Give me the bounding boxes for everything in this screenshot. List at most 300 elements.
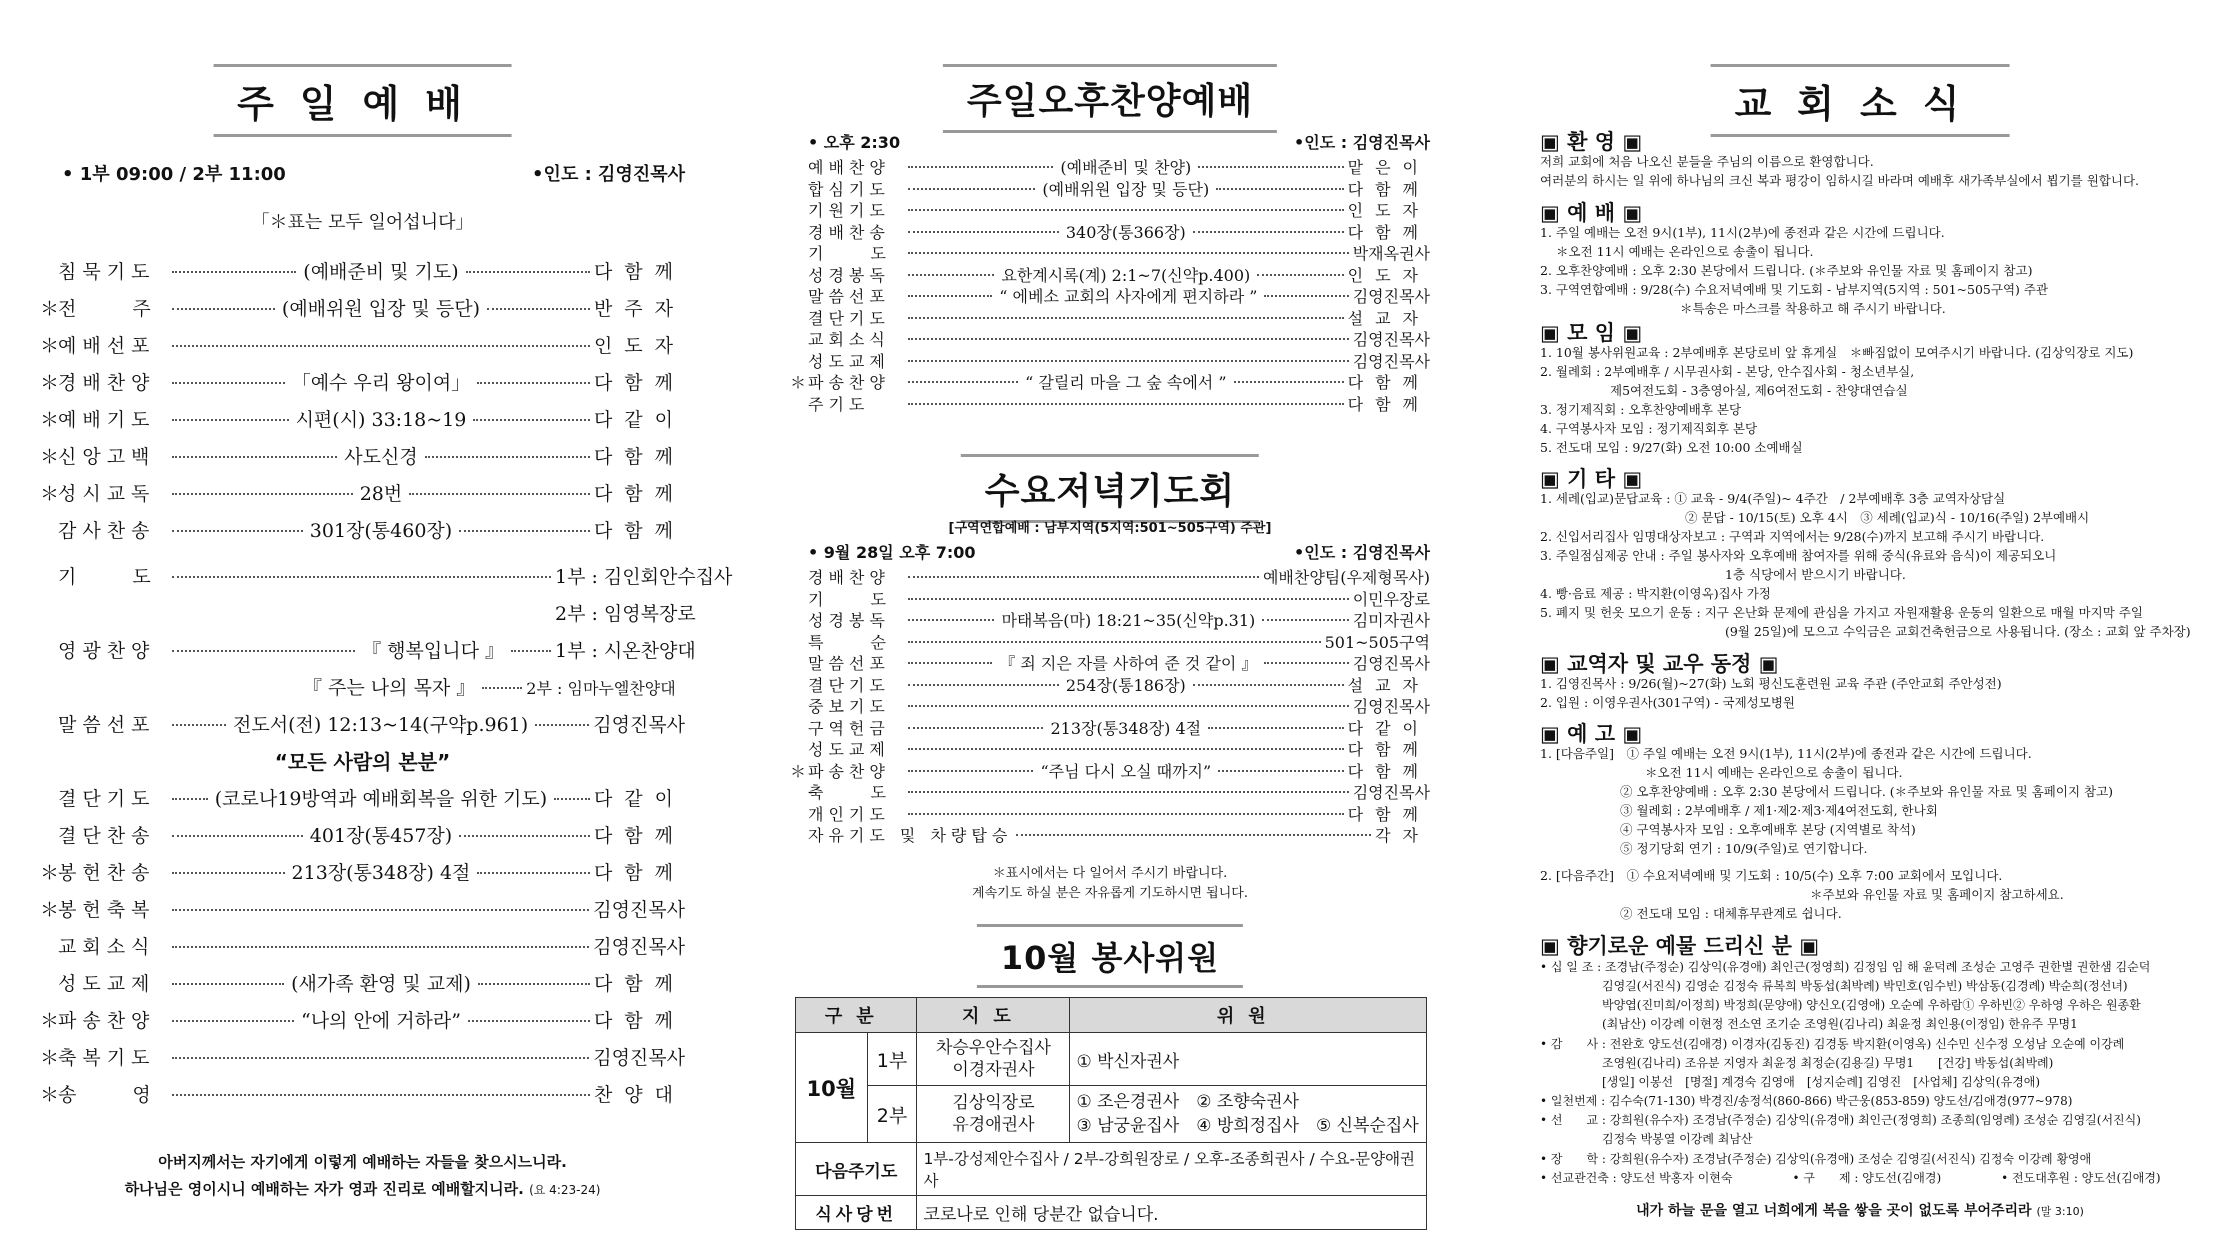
offerings-line-3: 박양엽(진미희/이정희) 박정희(문양애) 양신오(김영애) 오순예 우하람① 우하빈② 우하영 우하은 원종환	[1602, 998, 2141, 1012]
row-dots	[1216, 188, 1343, 190]
wednesday-note-1: ＊표시에서는 다 일어서 주시기 바랍니다.	[992, 866, 1228, 881]
row-dots	[1193, 684, 1344, 686]
etc-line-1: 1. 세례(입교)문답교육 : ① 교육 - 9/4(주일)~ 4주간 / 2부예배후 3층 교역자상담실	[1540, 491, 2006, 506]
row-dots	[554, 798, 590, 800]
row-person: 반주자	[593, 298, 686, 320]
row-prayer	[40, 562, 733, 589]
row-label: 구역헌금	[808, 718, 890, 738]
col-header-division: 구분	[796, 998, 917, 1033]
offerings-line-11: • 장 학 : 강희원(유수자) 조경남(주정순) 김상익(유경애) 조성순 김영길(서진식) 김정숙 이강례 황영애	[1540, 1152, 2092, 1166]
wednesday-subtitle: [구역연합예배 : 남부지역(5지역:501~505구역) 주관]	[948, 521, 1272, 536]
service-row	[40, 516, 685, 543]
row-content: (예배위원 입장 및 등단)	[281, 298, 481, 320]
worship-line-5: ＊특송은 마스크를 착용하고 해 주시기 바랍니다.	[1680, 301, 1946, 316]
row-person: 다같이	[593, 788, 685, 810]
row-label: 자유기도 및 차량탑승	[808, 826, 1013, 845]
row-praise-2	[40, 673, 685, 700]
row-person: 다함께	[1347, 804, 1430, 824]
notice-line-1: 1. [다음주일] ① 주일 예배는 오전 9시(1부), 11시(2부)에 종전과 같은 시간에 드립니다.	[1540, 746, 2032, 761]
offerings-line-10: 김정숙 박봉열 이강례 최남산	[1602, 1132, 1753, 1146]
row-person: 김영진목사	[1352, 287, 1430, 306]
row-dots	[908, 403, 1344, 405]
row-star: ＊	[40, 446, 60, 468]
row-label: 중보기도	[808, 697, 890, 716]
footer-verse	[1540, 1200, 2180, 1220]
row-dots	[172, 798, 208, 800]
service-row	[790, 284, 1430, 307]
notice-line-2: ＊오전 11시 예배는 온라인으로 송출이 됩니다.	[1645, 765, 1903, 780]
row-dots	[908, 231, 1059, 233]
section-notice: ▣ 예 고 ▣	[1540, 722, 1643, 746]
row-label: 성도교제	[808, 740, 890, 759]
prayer-1: 1부 : 김인회안수집사	[555, 566, 733, 588]
next-prayer-label: 다음주기도	[796, 1143, 917, 1196]
row-dots	[477, 382, 590, 384]
service-row	[40, 1080, 685, 1107]
row-dots	[172, 872, 285, 874]
worship-line-1: 1. 주일 예배는 오전 9시(1부), 11시(2부)에 종전과 같은 시간에 드립니다.	[1540, 225, 1945, 240]
afternoon-leader: •인도 : 김영진목사	[1294, 133, 1430, 152]
sunday-worship-title: 주일예배	[213, 64, 512, 137]
row-person: 찬양대	[593, 1084, 685, 1106]
offerings-line-6: 조영원(김나리) 조유분 지영자 최윤정 최정순(김용길) 무명1 [건강] 박동섭(최박례)	[1602, 1056, 2054, 1070]
row-person: 김영진목사	[593, 936, 685, 958]
meetings-line-6: 5. 전도대 모임 : 9/27(화) 오전 10:00 소예배실	[1540, 440, 1803, 455]
service-row	[40, 1006, 685, 1033]
service-row	[790, 737, 1430, 760]
verse-text-2: 하나님은 영이시니 예배하는 자가 영과 진리로 예배할지니라.	[124, 1180, 524, 1198]
row-label: 침묵기도	[58, 261, 156, 283]
service-row	[40, 331, 685, 358]
worship-line-2: ＊오전 11시 예배는 온라인으로 송출이 됩니다.	[1556, 244, 1814, 259]
notice-line-8: ＊주보와 유인물 자료 및 홈페이지 참고하세요.	[1810, 887, 2064, 902]
row-label: 경배찬양	[808, 568, 890, 587]
staff-line-2: 2. 입원 : 이영우권사(301구역) - 국제성모병원	[1540, 695, 1795, 710]
row-dots	[908, 274, 994, 276]
row-dots	[1193, 231, 1344, 233]
etc-line-8: (9월 25일)에 모으고 수익금은 교회건축헌금으로 사용됩니다. (장소 : 교회 앞 주차장)	[1725, 624, 2191, 639]
row-dots	[908, 209, 1344, 211]
row-content: 213장(통348장) 4절	[1050, 718, 1202, 738]
row-star: ＊	[40, 409, 60, 431]
row-label: 파송찬양	[808, 373, 890, 392]
praise-2-choir: 2부 : 임마누엘찬양대	[526, 679, 676, 698]
row-person: 설교자	[1347, 675, 1430, 695]
service-row	[40, 479, 685, 506]
row-dots	[908, 317, 1344, 319]
row-dots	[908, 791, 1349, 793]
section-offerings: ▣ 향기로운 예물 드리신 분 ▣	[1540, 934, 1820, 958]
row-prayer-2	[40, 599, 696, 626]
service-row	[790, 220, 1430, 243]
etc-line-7: 5. 폐지 및 헌옷 모으기 운동 : 지구 온난화 문제에 관심을 가지고 자원재활용 운동의 일환으로 매월 마지막 주일	[1540, 605, 2143, 620]
row-content: 301장(통460장)	[309, 520, 453, 542]
row-dots	[487, 308, 590, 310]
row-label: 파송찬양	[808, 761, 890, 781]
table-header-row	[796, 998, 1427, 1033]
service-row	[790, 177, 1430, 200]
table-row	[796, 1086, 1427, 1143]
row-dots	[466, 271, 590, 273]
table-row	[796, 1033, 1427, 1086]
row-label: 축복기도	[58, 1047, 156, 1069]
row-content: 마태복음(마) 18:21~35(신약p.31)	[1001, 611, 1256, 630]
row-person: 박재옥권사	[1352, 244, 1430, 263]
row-person: 김영진목사	[1352, 697, 1430, 716]
row-person: 다함께	[593, 825, 686, 847]
row-dots	[172, 530, 303, 532]
row-dots	[409, 493, 590, 495]
worship-line-4: 3. 구역연합예배 : 9/28(수) 수요저녁예배 및 기도회 - 남부지역(5지역 : 501~505구역) 주관	[1540, 282, 2049, 297]
etc-line-6: 4. 빵·음료 제공 : 박지환(이영옥)집사 가정	[1540, 586, 1771, 601]
service-row	[790, 673, 1430, 696]
row-label: 축 도	[808, 783, 891, 802]
row-person: 김영진목사	[1352, 654, 1431, 673]
row-person: 이민우장로	[1352, 589, 1430, 609]
praise-1-title: 『 행복입니다 』	[362, 640, 504, 662]
row-dots	[908, 770, 1033, 772]
section-welcome: ▣ 환 영 ▣	[1540, 130, 1643, 154]
row-content: 「예수 우리 왕이여」	[291, 372, 471, 394]
row-label: 봉헌찬송	[58, 862, 156, 884]
row-person: 김영진목사	[1352, 351, 1430, 371]
row-person: 다함께	[593, 973, 685, 995]
service-row	[790, 780, 1430, 803]
table-row	[796, 1143, 1427, 1196]
offerings-line-1: • 십 일 조 : 조경남(주정순) 김상익(유경애) 최인근(정영희) 김정임 임 해 윤덕례 조성순 고영주 권한별 권한샘 김순덕	[1540, 960, 2151, 974]
row-dots	[172, 382, 285, 384]
row-dots	[172, 1057, 589, 1059]
service-row	[790, 349, 1430, 372]
standing-note: 「＊표는 모두 일어섭니다」	[251, 212, 474, 233]
service-row	[790, 716, 1430, 739]
row-label: 결단기도	[58, 788, 156, 810]
service-row	[790, 263, 1430, 286]
footer-verse-text: 내가 하늘 문을 열고 너희에게 복을 쌓을 곳이 없도록 부어주리라	[1636, 1203, 2032, 1219]
row-dots	[908, 576, 1259, 578]
row-dots	[459, 835, 590, 837]
row-content: (예배준비 및 기도)	[303, 261, 459, 283]
row-content: 시편(시) 33:18~19	[295, 409, 467, 431]
row-label: 기 도	[58, 566, 157, 588]
col-header-leader: 지도	[917, 998, 1070, 1033]
row-dots	[172, 724, 226, 726]
notice-line-7: 2. [다음주간] ① 수요저녁예배 및 기도회 : 10/5(수) 오후 7:00 교회에서 모입니다.	[1540, 868, 2003, 883]
row-person: 김영진목사	[593, 899, 685, 921]
row-dots	[172, 493, 353, 495]
row-label: 말씀선포	[808, 287, 890, 306]
row-label: 예배기도	[58, 409, 156, 431]
row-dots	[511, 650, 551, 652]
offerings-line-7: [생일] 이봉선 [명절] 계경숙 김영애 [성지순례] 김영진 [사업체] 김상익(유경애)	[1602, 1075, 2041, 1089]
row-label: 기 도	[808, 244, 891, 263]
row-label: 교회소식	[58, 936, 156, 958]
row-content: 요한계시록(계) 2:1~7(신약p.400)	[1001, 265, 1251, 285]
service-row	[40, 257, 685, 284]
offerings-line-5: • 감 사 : 전완호 양도선(김애경) 이경자(김동진) 김경동 박지환(이영옥) 신수민 신수정 오성남 오순예 이강례	[1540, 1037, 2125, 1051]
month-cell: 10월	[796, 1033, 868, 1143]
row-label: 기원기도	[808, 201, 890, 220]
notice-line-5: ④ 구역봉사자 모임 : 오후예배후 본당 (지역별로 착석)	[1620, 822, 1916, 837]
meetings-line-3: 제5여전도회 - 3층영아실, 제6여전도회 - 찬양대연습실	[1610, 383, 1908, 398]
row-star: ＊	[40, 1084, 60, 1106]
row-star: ＊	[40, 862, 60, 884]
row-person: 다함께	[593, 483, 685, 505]
row-dots	[1198, 166, 1343, 168]
row-star: ＊	[40, 899, 60, 921]
next-prayer-value: 1부-강성제안수집사 / 2부-강희원장로 / 오후-조종희권사 / 수요-문양애권사	[917, 1143, 1427, 1196]
praise-2-title: 『 주는 나의 목자 』	[303, 677, 476, 699]
row-dots	[1208, 727, 1343, 729]
row-person: 김영진목사	[1352, 783, 1430, 802]
row-content: (코로나19방역과 예배회복을 위한 기도)	[214, 788, 548, 810]
row-dots	[172, 835, 303, 837]
row-content: 28번	[359, 483, 403, 505]
leader-cell: 김상익장로 유경애권사	[917, 1086, 1070, 1143]
row-dots	[908, 252, 1349, 254]
service-row	[790, 630, 1430, 653]
service-row	[40, 858, 685, 885]
meal-value: 코로나로 인해 당분간 없습니다.	[917, 1196, 1427, 1230]
service-row	[790, 565, 1430, 588]
row-dots	[1262, 619, 1348, 621]
row-dots	[908, 727, 1043, 729]
row-person: 인도자	[593, 335, 685, 357]
offerings-line-9: • 선 교 : 강희원(유수자) 조경남(주정순) 김상익(유경애) 최인근(정영희) 조종희(임영례) 조성순 김영길(서진식)	[1540, 1113, 2141, 1127]
row-label: 말씀선포	[58, 714, 156, 736]
wednesday-leader: •인도 : 김영진목사	[1294, 543, 1430, 562]
praise-1-choir: 1부 : 시온찬양대	[555, 640, 696, 662]
row-dots	[908, 598, 1349, 600]
row-label: 예배찬양	[808, 158, 890, 177]
row-content: (예배위원 입장 및 등단)	[1042, 179, 1210, 199]
sermon-preacher: 김영진목사	[593, 714, 686, 736]
row-person: 예배찬양팀(우제형목사)	[1262, 568, 1430, 587]
service-row	[790, 155, 1430, 178]
row-dots	[478, 983, 590, 985]
row-star: ＊	[40, 298, 60, 320]
row-star: ＊	[40, 1010, 60, 1032]
service-row	[790, 759, 1430, 782]
row-person: 김영진목사	[593, 1047, 685, 1069]
service-leader: •인도 : 김영진목사	[532, 164, 685, 185]
notice-line-6: ⑤ 정기당회 연기 : 10/9(주일)로 연기합니다.	[1620, 841, 1868, 856]
row-dots	[908, 360, 1349, 362]
afternoon-worship-title: 주일오후찬양예배	[943, 64, 1277, 133]
row-label: 결단기도	[808, 308, 890, 328]
staff-line-1: 1. 김영진목사 : 9/26(월)~27(화) 노회 평신도훈련원 교육 주관 (주안교회 주안성전)	[1540, 676, 2002, 691]
row-label: 성도교제	[58, 973, 156, 995]
row-dots	[172, 983, 284, 985]
row-dots	[908, 813, 1344, 815]
row-content: 401장(통457장)	[309, 825, 453, 847]
row-content: “ 에베소 교회의 사자에게 편지하라 ”	[999, 287, 1258, 306]
row-praise	[40, 636, 696, 663]
row-dots	[908, 381, 1018, 383]
service-row	[790, 392, 1430, 415]
notice-line-9: ② 전도대 모임 : 대체휴무관계로 쉽니다.	[1620, 906, 1842, 921]
row-dots	[535, 724, 589, 726]
service-row	[790, 651, 1430, 674]
row-dots	[172, 345, 590, 347]
row-label: 송 영	[58, 1084, 157, 1106]
row-star: ＊	[40, 372, 60, 394]
meal-label: 식사당번	[796, 1196, 917, 1230]
row-dots	[1264, 295, 1348, 297]
afternoon-time: • 오후 2:30	[808, 133, 901, 152]
row-label: 합심기도	[808, 179, 890, 199]
row-label: 성시교독	[58, 483, 156, 505]
service-row	[40, 821, 685, 848]
row-dots	[908, 295, 992, 297]
row-dots	[908, 619, 994, 621]
row-dots	[482, 687, 522, 689]
row-dots	[172, 650, 355, 652]
row-content: 340장(통366장)	[1065, 222, 1186, 242]
offerings-line-12: • 선교관건축 : 양도선 박홍자 이현숙 • 구 제 : 양도선(김애경) • 전도대후원 : 양도선(김애경)	[1540, 1171, 2161, 1185]
row-content: “ 갈릴리 마을 그 숲 속에서 ”	[1025, 373, 1227, 392]
row-dots	[908, 662, 992, 664]
row-person: 인도자	[1347, 201, 1430, 220]
meetings-line-1: 1. 10월 봉사위원교육 : 2부예배후 본당로비 앞 휴게실 ＊빠짐없이 모여주시기 바랍니다. (김상익장로 지도)	[1540, 345, 2134, 360]
row-dots	[172, 1094, 590, 1096]
verse-ref: (요 4:23-24)	[529, 1183, 601, 1197]
row-label: 성도교제	[808, 351, 890, 371]
service-row	[790, 327, 1430, 350]
welcome-line-2: 여러분의 하시는 일 위에 하나님의 크신 복과 평강이 임하시길 바라며 예배후 새가족부실에서 뵙기를 원합니다.	[1540, 173, 2140, 188]
part-cell: 2부	[867, 1086, 917, 1143]
row-dots	[908, 188, 1035, 190]
service-row	[40, 895, 685, 922]
offerings-line-2: 김영길(서진식) 김영순 김정숙 류복희 박동섭(최박례) 박민호(임수빈) 박삼동(김경례) 박순희(정선녀)	[1602, 979, 2128, 993]
row-dots	[172, 419, 289, 421]
row-content: 『 죄 지은 자를 사하여 준 것 같이 』	[999, 654, 1258, 673]
section-etc: ▣ 기 타 ▣	[1540, 467, 1643, 491]
service-row	[790, 198, 1430, 221]
row-label: 성경봉독	[808, 611, 890, 630]
row-dots	[908, 166, 1053, 168]
row-person: 다함께	[593, 862, 685, 884]
row-star: ＊	[40, 1047, 60, 1069]
row-dots	[477, 872, 590, 874]
section-worship: ▣ 예 배 ▣	[1540, 201, 1643, 225]
welcome-line-1: 저희 교회에 처음 나오신 분들을 주님의 이름으로 환영합니다.	[1540, 154, 1874, 169]
row-label: 영광찬양	[58, 640, 156, 662]
offerings-line-4: (최남산) 이강례 이현정 전소연 조기순 조영원(김나리) 최윤정 최인용(이정임) 한유주 무명1	[1602, 1017, 2078, 1031]
meetings-line-2: 2. 월례회 : 2부예배후 / 시무권사회 - 본당, 안수집사회 - 청소년부실,	[1540, 364, 1915, 379]
row-dots	[908, 748, 1344, 750]
row-dots	[468, 1020, 590, 1022]
row-content: (새가족 환영 및 교제)	[291, 973, 471, 995]
row-star: ＊	[790, 373, 807, 392]
row-person: 다함께	[1347, 740, 1430, 759]
service-row	[40, 442, 685, 469]
service-row	[40, 932, 685, 959]
worship-line-3: 2. 오후찬양예배 : 오후 2:30 본당에서 드립니다. (＊주보와 유인물 자료 및 홈페이지 참고)	[1540, 263, 2033, 278]
row-dots	[908, 684, 1059, 686]
row-star: ＊	[40, 335, 60, 357]
service-row	[40, 784, 685, 811]
row-label: 특 순	[808, 632, 891, 652]
service-row	[790, 370, 1430, 393]
row-person: 다같이	[593, 409, 685, 431]
col-header-members: 위원	[1070, 998, 1427, 1033]
service-row	[790, 306, 1430, 329]
prayer-2: 2부 : 임영복장로	[555, 603, 696, 625]
row-label: 결단찬송	[58, 825, 156, 847]
table-row	[796, 1196, 1427, 1230]
church-news-column	[1540, 0, 2191, 1240]
footer-verse-ref: (말 3:10)	[2036, 1205, 2084, 1218]
members-line-2: ③ 남궁윤집사 ④ 방희정집사 ⑤ 신복순집사	[1076, 1116, 1419, 1136]
row-label: 봉헌축복	[58, 899, 156, 921]
row-dots	[172, 909, 589, 911]
section-meetings: ▣ 모 임 ▣	[1540, 321, 1643, 345]
row-person: 다함께	[593, 520, 686, 542]
row-person: 각자	[1375, 826, 1430, 845]
row-label: 성경봉독	[808, 265, 890, 285]
leader-cell: 차승우안수집사 이경자권사	[917, 1033, 1070, 1086]
row-dots	[1264, 662, 1348, 664]
row-dots	[1218, 770, 1343, 772]
row-dots	[172, 576, 551, 578]
row-dots	[908, 338, 1349, 340]
sermon-scripture: 전도서(전) 12:13~14(구약p.961)	[233, 714, 529, 736]
row-label: 말씀선포	[808, 654, 890, 673]
wednesday-time: • 9월 28일 오후 7:00	[808, 543, 976, 562]
row-dots	[908, 641, 1321, 643]
row-dots	[172, 1020, 294, 1022]
service-time: • 1부 09:00 / 2부 11:00	[62, 164, 286, 185]
row-dots	[172, 271, 296, 273]
row-star: ＊	[40, 483, 60, 505]
notice-line-3: ② 오후찬양예배 : 오후 2:30 본당에서 드립니다. (＊주보와 유인물 자료 및 홈페이지 참고)	[1620, 784, 2114, 799]
row-person: 다같이	[1347, 718, 1430, 738]
row-label: 전 주	[58, 298, 157, 320]
etc-line-4: 3. 주일점심제공 안내 : 주일 봉사자와 오후예배 참여자를 위해 중식(유료와 음식)이 제공되오니	[1540, 548, 2057, 563]
sermon-title: “모든 사람의 본분”	[274, 750, 451, 774]
row-label: 파송찬양	[58, 1010, 156, 1032]
row-label: 신앙고백	[58, 446, 156, 468]
etc-line-5: 1층 식당에서 받으시기 바랍니다.	[1725, 567, 1906, 582]
service-row	[790, 587, 1430, 610]
row-label: 개인기도	[808, 804, 890, 824]
etc-line-2: ② 문답 - 10/15(토) 오후 4시 ③ 세례(입교)식 - 10/16(주일) 2부예배시	[1685, 510, 2090, 525]
verse-line-1: 아버지께서는 자기에게 이렇게 예배하는 자들을 찾으시느니라.	[158, 1153, 567, 1171]
row-star: ＊	[790, 761, 807, 781]
row-person: 다함께	[593, 372, 685, 394]
row-person: 다함께	[593, 1010, 686, 1032]
verse-line-2	[40, 1178, 685, 1199]
meetings-line-5: 4. 구역봉사자 모임 : 정기제직회후 본당	[1540, 421, 1758, 436]
service-row	[40, 294, 685, 321]
row-label: 주기도	[808, 394, 870, 414]
service-row	[790, 823, 1430, 846]
row-person: 다함께	[593, 261, 686, 283]
row-person: 김영진목사	[1352, 330, 1430, 349]
row-dots	[459, 530, 590, 532]
row-label: 결단기도	[808, 675, 890, 695]
row-sermon	[40, 710, 685, 737]
row-person: 다함께	[593, 446, 686, 468]
row-dots	[1257, 274, 1343, 276]
volunteers-table	[795, 997, 1427, 1230]
service-row	[790, 608, 1430, 631]
row-content: 사도신경	[344, 446, 418, 468]
wednesday-note-2: 계속기도 하실 분은 자유롭게 기도하시면 됩니다.	[972, 886, 1248, 901]
service-row	[40, 368, 685, 395]
row-label: 경배찬양	[58, 372, 156, 394]
